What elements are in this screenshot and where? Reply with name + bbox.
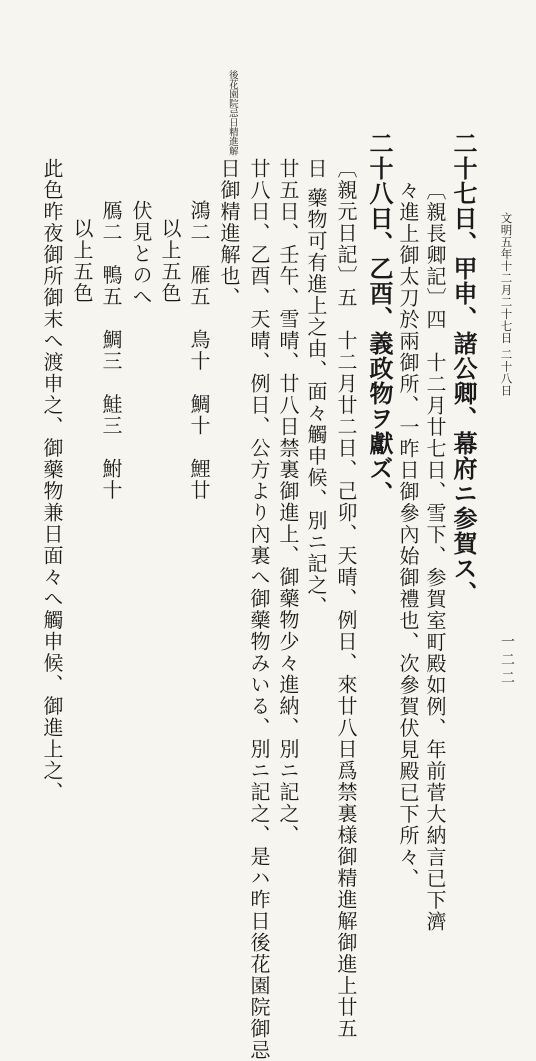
text-column-10: 鴻二 雁五 鳥十 鯛十 鯉廿 <box>187 200 211 501</box>
text-column-3: 々進上御太刀於兩御所、一昨日御參內始御禮也、次參賀伏見殿已下所々、 <box>396 180 420 890</box>
text-column-7: 廿五日、壬午、雪晴、廿八日禁裏御進上、御藥物少々進納、別ニ記之、 <box>276 158 300 846</box>
page-number: 一二二 <box>499 634 515 688</box>
text-column-13: 鴈二 鴨五 鯛三 鮭三 鮒十 <box>99 200 123 501</box>
text-column-12: 伏見とのへ <box>129 200 153 308</box>
margin-note: 後花園院忌日精進解 <box>226 70 238 156</box>
text-column-1: 二十七日、甲申、諸公卿、幕府ニ参賀ス、 <box>449 131 478 606</box>
text-column-4: 二十八日、乙酉、義政物ヲ獻ズ、 <box>365 131 394 506</box>
text-column-2: 〔親長卿記〕四 十二月廿七日、雪下、参賀室町殿如例、年前菅大納言已下濟 <box>423 180 447 933</box>
text-column-8: 廿八日、乙酉、天晴、例日、公方より內裏へ御藥物みいる、別ニ記之、是ハ昨日後花園院御忌 <box>247 158 271 1061</box>
text-column-11: 以上五色 <box>158 218 182 304</box>
text-column-9: 日御精進解也、 <box>217 158 241 309</box>
text-column-5: 〔親元日記〕五 十二月廿二日、己卯、天晴、例日、來廿八日爲禁裏様御精進解御進上廿五 <box>334 158 358 1040</box>
text-column-15: 此色昨夜御所御末へ渡申之、御藥物兼日面々へ觸申候、御進上之、 <box>40 158 64 803</box>
text-column-14: 以上五色 <box>70 218 94 304</box>
running-head: 文明五年十二月二十七日 二十八日 <box>499 212 514 397</box>
text-column-6: 日 藥物可有進上之由、面々觸申候、別ニ記之、 <box>304 158 328 618</box>
